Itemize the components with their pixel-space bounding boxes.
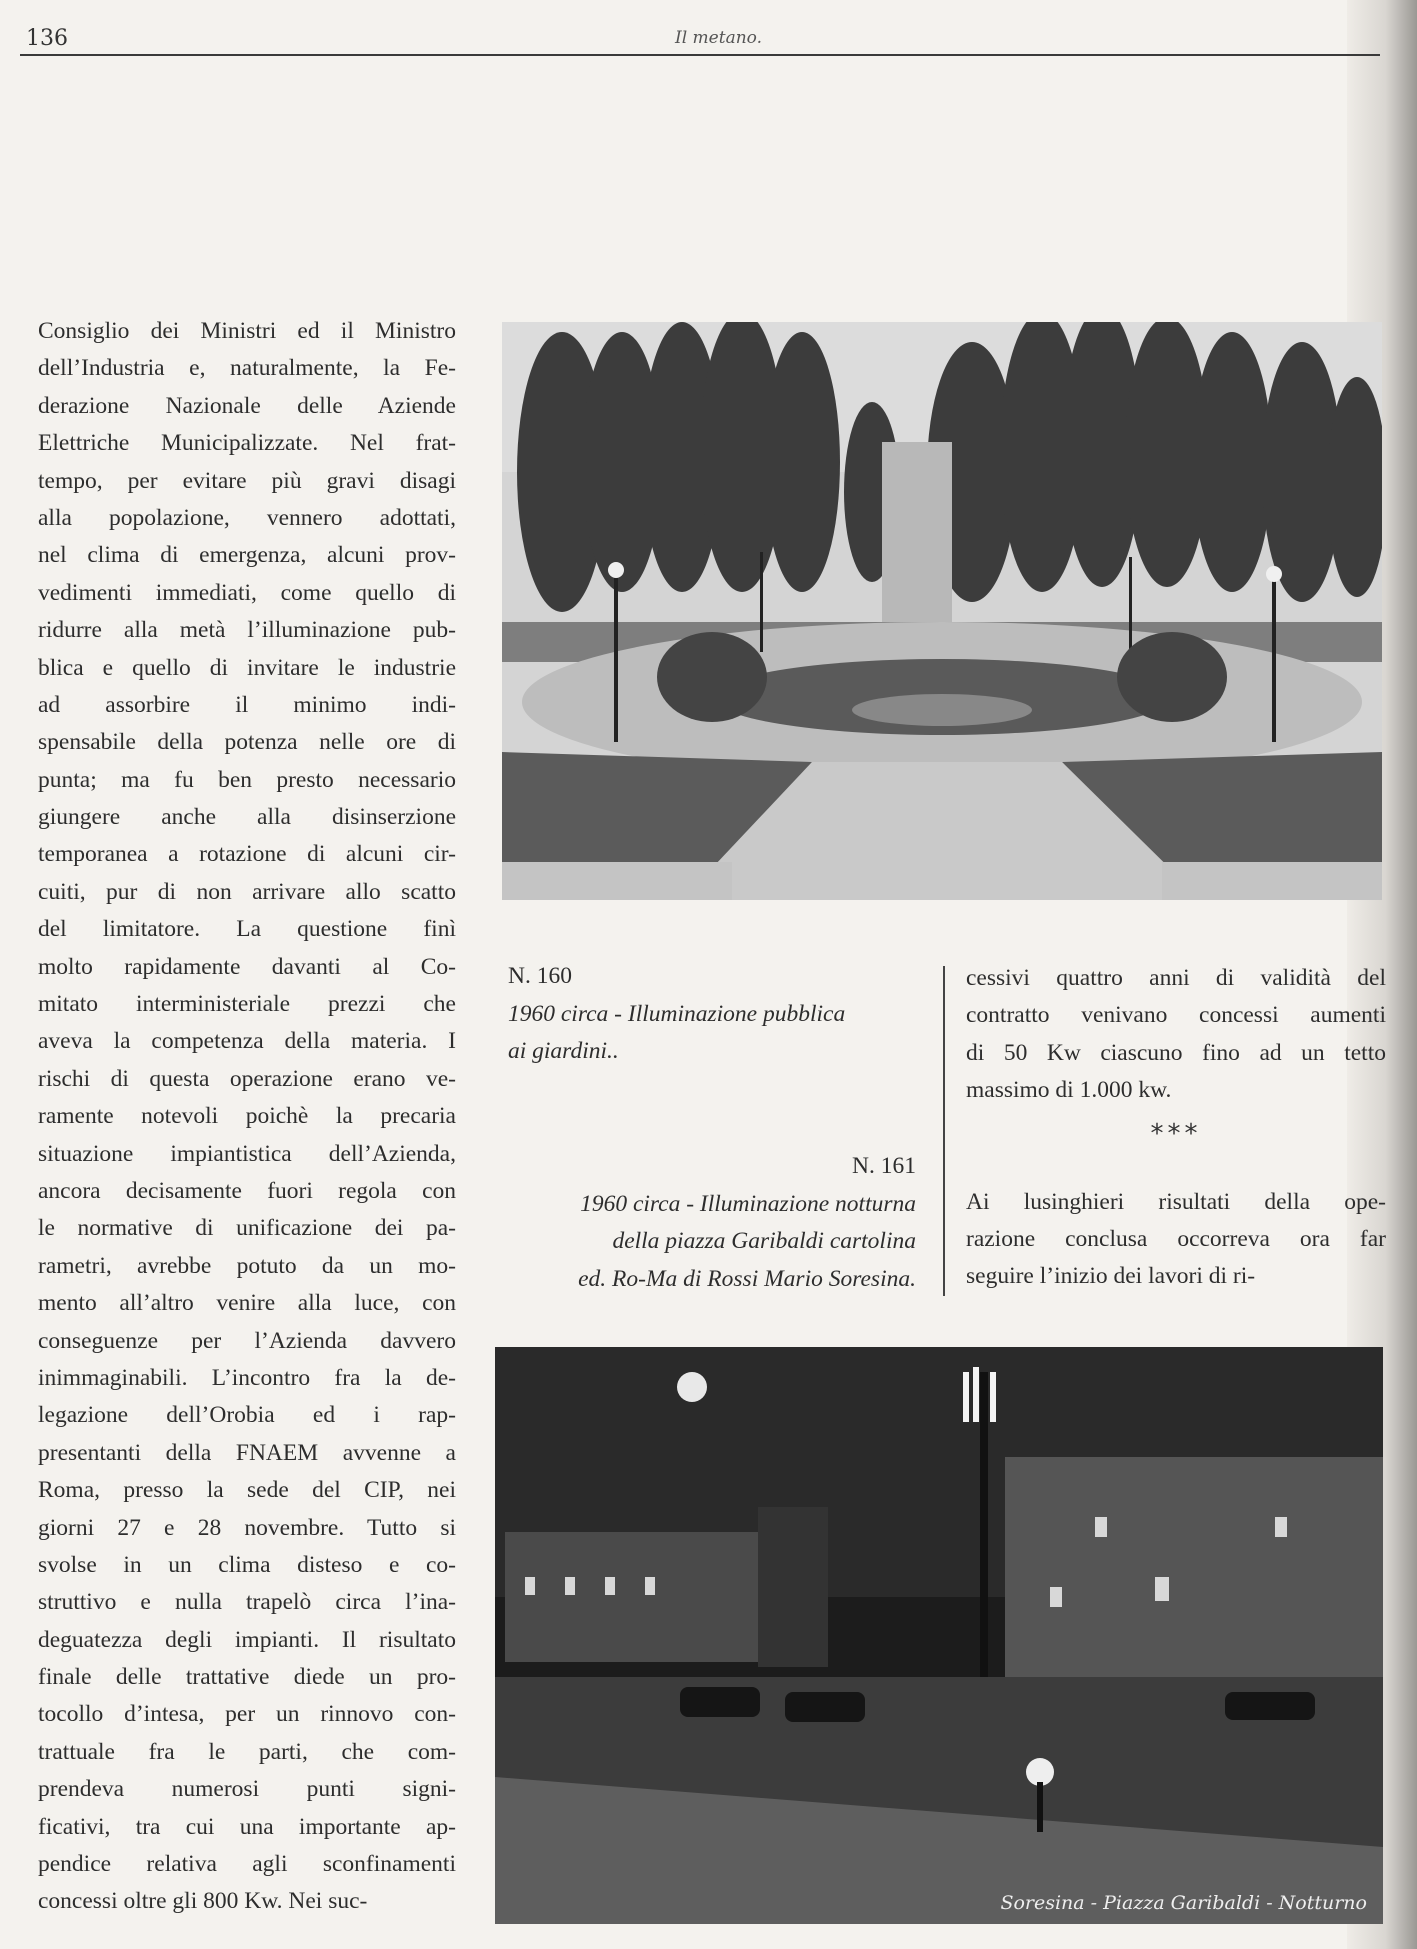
text-line: blica e quello di invitare le industrie: [38, 654, 456, 681]
text-line: aveva la competenza della materia. I: [38, 1028, 456, 1055]
text-line: rischi di questa operazione erano ve-: [38, 1065, 456, 1092]
text-line: di 50 Kw ciascuno fino ad un tetto: [966, 1039, 1386, 1066]
text-line: mento all’altro venire alla luce, con: [38, 1290, 456, 1317]
page-header: [20, 22, 1380, 56]
text-line: molto rapidamente davanti al Co-: [38, 953, 456, 980]
text-line: concessi oltre gli 800 Kw. Nei suc-: [38, 1888, 368, 1915]
text-line: tempo, per evitare più gravi disagi: [38, 467, 456, 494]
caption-number: N. 161: [852, 1153, 916, 1179]
photo-piazza-garibaldi-night: [495, 1347, 1383, 1924]
caption-n161: [500, 1148, 916, 1298]
text-line: Ai lusinghieri risultati della ope-: [966, 1188, 1386, 1215]
right-text-top: [966, 960, 1386, 1110]
text-line: prendeva numerosi punti signi-: [38, 1776, 456, 1803]
postcard-caption: Soresina - Piazza Garibaldi - Notturno: [1000, 1892, 1367, 1914]
text-line: legazione dell’Orobia ed i rap-: [38, 1402, 456, 1429]
text-line: rametri, avrebbe potuto da un mo-: [38, 1252, 456, 1279]
text-line: cessivi quattro anni di validità del: [966, 965, 1386, 991]
caption-number: N. 160: [508, 963, 572, 989]
text-line: ancora decisamente fuori regola con: [38, 1177, 456, 1204]
text-line: giungere anche alla disinserzione: [38, 804, 456, 831]
text-line: le normative di unificazione dei pa-: [38, 1215, 456, 1242]
text-line: Roma, presso la sede del CIP, nei: [38, 1477, 456, 1504]
text-line: contratto venivano concessi aumenti: [966, 1002, 1386, 1029]
text-line: derazione Nazionale delle Aziende: [38, 392, 456, 419]
text-line: ramente notevoli poichè la precaria: [38, 1103, 456, 1130]
caption-text: 1960 circa - Illuminazione notturna della piazza Garibaldi cartolina ed. Ro-Ma di Rossi Mario Soresina.: [578, 1190, 916, 1292]
caption-text: 1960 circa - Illuminazione pubblica ai giardini..: [508, 1000, 846, 1064]
text-line: massimo di 1.000 kw.: [966, 1077, 1172, 1104]
text-line: del limitatore. La questione finì: [38, 916, 456, 943]
text-line: conseguenze per l’Azienda davvero: [38, 1327, 456, 1354]
text-line: cuiti, pur di non arrivare allo scatto: [38, 878, 456, 905]
text-line: Consiglio dei Ministri ed il Ministro: [38, 318, 456, 344]
text-line: giorni 27 e 28 novembre. Tutto si: [38, 1514, 456, 1541]
text-line: punta; ma fu ben presto necessario: [38, 766, 456, 793]
text-line: alla popolazione, vennero adottati,: [38, 504, 456, 531]
text-line: ficativi, tra cui una importante ap-: [38, 1813, 456, 1840]
text-line: svolse in un clima disteso e co-: [38, 1551, 456, 1578]
text-line: pendice relativa agli sconfinamenti: [38, 1851, 456, 1878]
text-line: dell’Industria e, naturalmente, la Fe-: [38, 355, 456, 382]
text-line: deguatezza degli impianti. Il risultato: [38, 1626, 456, 1653]
text-line: vedimenti immediati, come quello di: [38, 579, 456, 606]
text-line: ad assorbire il minimo indi-: [38, 691, 456, 718]
left-text-column: [38, 313, 456, 1921]
text-line: inimmaginabili. L’incontro fra la de-: [38, 1364, 456, 1391]
text-line: nel clima di emergenza, alcuni prov-: [38, 542, 456, 569]
text-line: spensabile della potenza nelle ore di: [38, 729, 456, 756]
right-text-bottom: [966, 1184, 1386, 1296]
text-line: struttivo e nulla trapelò circa l’ina-: [38, 1589, 456, 1616]
text-line: mitato interministeriale prezzi che: [38, 991, 456, 1018]
text-line: seguire l’inizio dei lavori di ri-: [966, 1263, 1256, 1290]
text-line: razione conclusa occorreva ora far: [966, 1225, 1386, 1252]
caption-n160: [508, 958, 918, 1071]
photo-public-gardens-lighting: [502, 322, 1382, 900]
text-line: trattuale fra le parti, che com-: [38, 1738, 456, 1765]
text-line: finale delle trattative diede un pro-: [38, 1664, 456, 1691]
header-rule: [20, 54, 1380, 56]
text-line: Elettriche Municipalizzate. Nel frat-: [38, 430, 456, 457]
text-line: situazione impiantistica dell’Azienda,: [38, 1140, 456, 1167]
page-number: 136: [26, 26, 68, 51]
running-title: Il metano.: [675, 28, 762, 48]
text-line: presentanti della FNAEM avvenne a: [38, 1439, 456, 1466]
section-break-asterisks: ***: [1150, 1119, 1202, 1149]
text-line: temporanea a rotazione di alcuni cir-: [38, 841, 456, 868]
column-divider: [943, 966, 945, 1296]
text-line: tocollo d’intesa, per un rinnovo con-: [38, 1701, 456, 1728]
text-line: ridurre alla metà l’illuminazione pub-: [38, 617, 456, 644]
